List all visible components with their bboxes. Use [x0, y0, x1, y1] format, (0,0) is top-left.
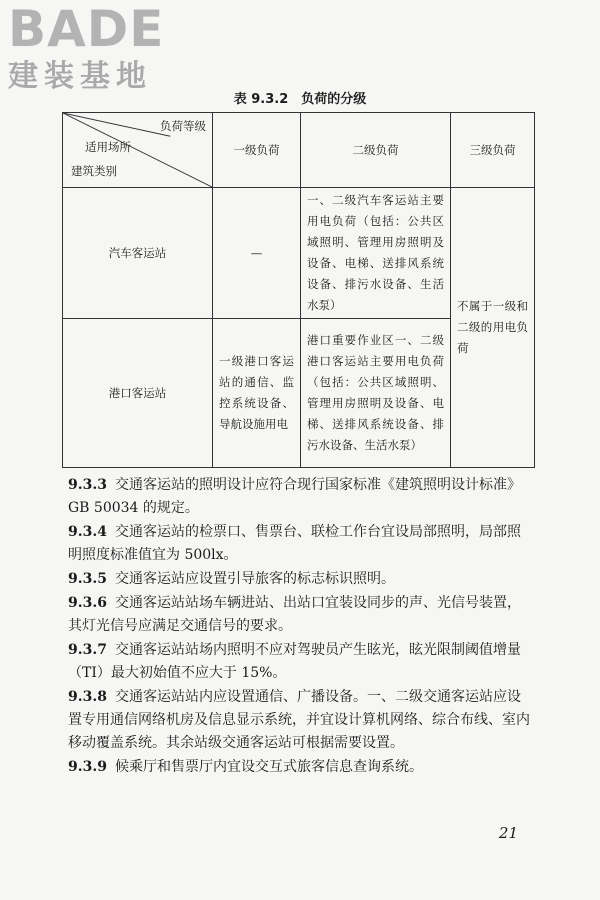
table-title: 表 9.3.2 负荷的分级	[233, 92, 367, 107]
logo-wordmark: BADE	[8, 0, 165, 58]
clause-text: 交通客运站的照明设计应符合现行国家标准《建筑照明设计标准》GB 50034 的规定。	[68, 477, 521, 517]
logo-subtitle: 建装基地	[8, 59, 152, 94]
bade-logo	[8, 0, 165, 94]
clause-text: 交通客运站站场内照明不应对驾驶员产生眩光，眩光限制阈值增量（TI）最大初始值不应大于 15%。	[68, 641, 521, 681]
diagonal-header-cell	[63, 113, 213, 188]
diag-label-load-level: 负荷等级	[160, 119, 206, 133]
row-category: 港口客运站	[63, 319, 213, 468]
clause-9-3-3	[68, 474, 530, 521]
clause-text: 候乘厅和售票厅内宜设交互式旅客信息查询系统。	[114, 759, 423, 775]
clause-number: 9.3.5	[68, 571, 107, 587]
diag-label-building-category: 建筑类别	[71, 164, 117, 178]
merged-third-level: 不属于一级和二级的用电负荷	[451, 188, 535, 468]
clause-9-3-7	[68, 639, 530, 686]
row-category: 汽车客运站	[63, 188, 213, 319]
clause-number: 9.3.3	[68, 477, 107, 493]
clause-text: 交通客运站应设置引导旅客的标志标识照明。	[114, 571, 395, 587]
clause-9-3-9	[68, 756, 530, 779]
clause-number: 9.3.9	[68, 759, 107, 775]
row-first-level: —	[213, 188, 301, 319]
row-second-level: 一、二级汽车客运站主要用电负荷（包括：公共区域照明、管理用房照明及设备、电梯、送排风系统设备、排污水设备、生活水泵）	[301, 188, 451, 319]
clause-text: 交通客运站站内应设置通信、广播设备。一、二级交通客运站应设置专用通信网络机房及信息显示系统，并宜设计算机网络、综合布线、室内移动覆盖系统。其余站级交通客运站可根据需要设置。	[68, 688, 530, 752]
page-number: 21	[498, 824, 518, 842]
clause-number: 9.3.7	[68, 641, 107, 658]
clause-9-3-4	[68, 521, 530, 568]
header-first-level: 一级负荷	[213, 113, 301, 188]
header-third-level: 三级负荷	[451, 113, 535, 188]
clause-number: 9.3.8	[68, 688, 107, 705]
clause-text: 交通客运站站场车辆进站、出站口宜装设同步的声、光信号装置，其灯光信号应满足交通信号的要求。	[68, 594, 521, 634]
clause-9-3-8	[68, 686, 530, 756]
diag-label-applicable-place: 适用场所	[85, 140, 131, 154]
clause-9-3-6	[68, 592, 530, 639]
table-header-row	[63, 113, 535, 188]
header-second-level: 二级负荷	[301, 113, 451, 188]
load-classification-table	[62, 112, 535, 468]
row-first-level: 一级港口客运站的通信、监控系统设备、导航设施用电	[213, 319, 301, 468]
clause-9-3-5	[68, 568, 530, 591]
row-second-level: 港口重要作业区一、二级港口客运站主要用电负荷（包括：公共区域照明、管理用房照明及设备、电梯、送排风系统设备、排污水设备、生活水泵）	[301, 319, 451, 468]
clause-number: 9.3.6	[68, 594, 107, 611]
table-row	[63, 188, 535, 319]
clause-number: 9.3.4	[68, 524, 107, 540]
clause-text: 交通客运站的检票口、售票台、联检工作台宜设局部照明，局部照明照度标准值宜为 500lx。	[68, 524, 521, 564]
clause-list	[68, 474, 530, 780]
